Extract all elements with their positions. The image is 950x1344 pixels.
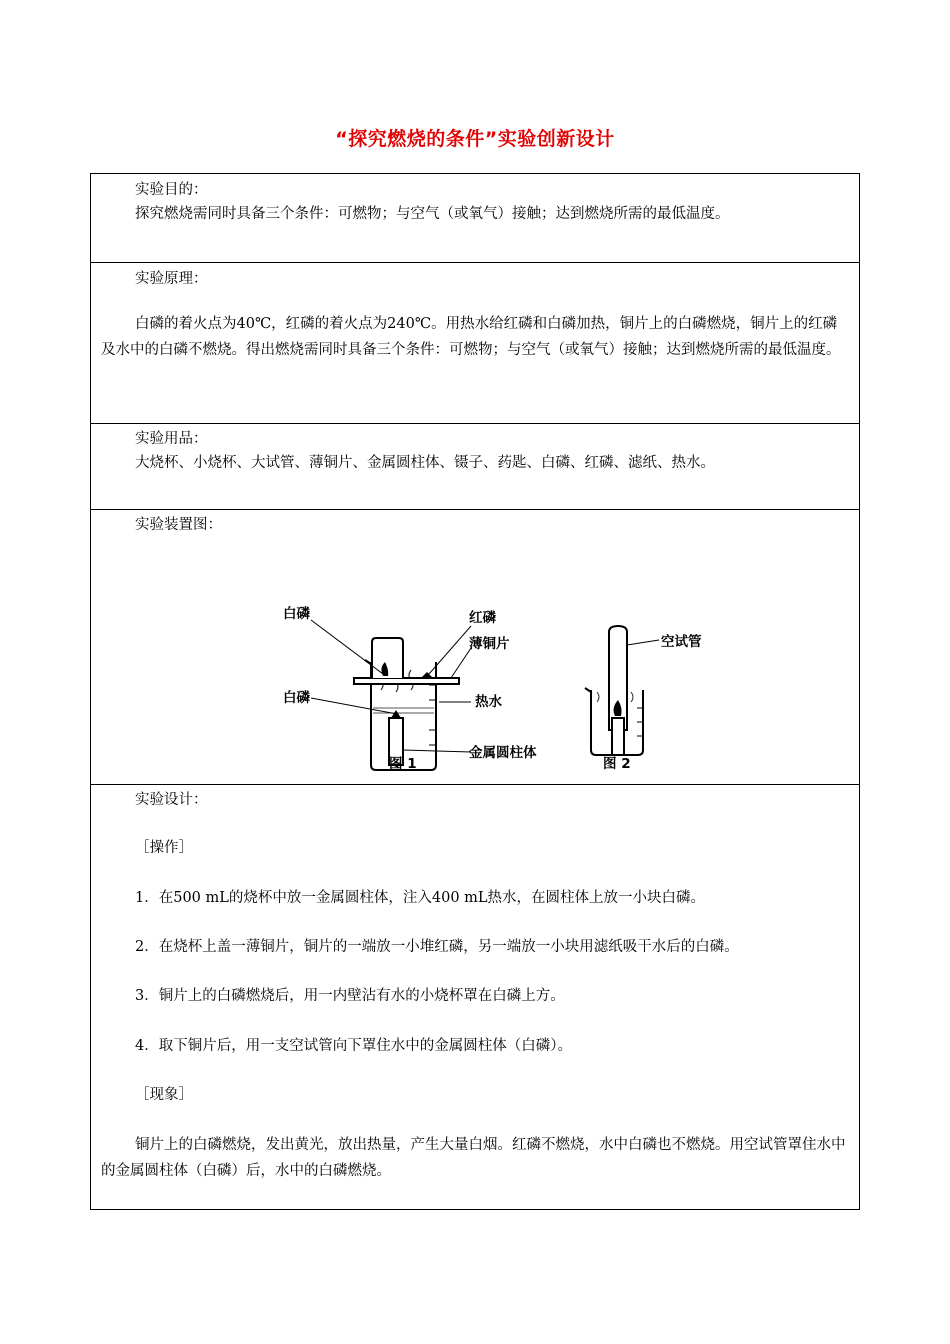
purpose-heading: 实验目的： bbox=[135, 182, 208, 198]
section-materials bbox=[91, 424, 859, 510]
label-hot-water: 热水 bbox=[475, 694, 502, 710]
document-title: “探究燃烧的条件”实验创新设计 bbox=[335, 128, 615, 150]
step-1: 1．在500 mL的烧杯中放一金属圆柱体，注入400 mL热水，在圆柱体上放一小块白磷。 bbox=[135, 890, 706, 906]
section-principle bbox=[91, 263, 859, 424]
principle-heading: 实验原理： bbox=[135, 271, 208, 287]
materials-heading: 实验用品： bbox=[135, 431, 208, 447]
label-empty-test-tube: 空试管 bbox=[661, 634, 702, 650]
cylinder-2 bbox=[612, 718, 624, 755]
label-white-phosphorus-bottom: 白磷 bbox=[283, 690, 310, 706]
label-figure-1: 图 1 bbox=[389, 756, 417, 772]
apparatus-diagram bbox=[271, 590, 731, 780]
step-4: 4．取下铜片后，用一支空试管向下罩住水中的金属圆柱体（白磷）。 bbox=[135, 1038, 572, 1054]
experiment-table bbox=[90, 173, 860, 1210]
materials-text: 大烧杯、小烧杯、大试管、薄铜片、金属圆柱体、镊子、药匙、白磷、红磷、滤纸、热水。 bbox=[135, 455, 715, 471]
design-heading: 实验设计： bbox=[135, 792, 208, 808]
principle-text: 白磷的着火点为40℃，红磷的着火点为240℃。用热水给红磷和白磷加热，铜片上的白磷燃烧，铜片上的红磷及水中的白磷不燃烧。得出燃烧需同时具备三个条件：可燃物；与空气（或氧气）接触；达到燃烧所需的最低温度。 bbox=[101, 316, 841, 358]
section-apparatus bbox=[91, 510, 859, 785]
label-metal-cylinder: 金属圆柱体 bbox=[469, 745, 537, 761]
apparatus-heading: 实验装置图： bbox=[135, 517, 222, 533]
section-purpose bbox=[91, 174, 859, 263]
label-figure-2: 图 2 bbox=[603, 756, 631, 772]
section-design bbox=[91, 785, 859, 1209]
hot-water bbox=[373, 708, 434, 713]
phenomenon-text: 铜片上的白磷燃烧，发出黄光，放出热量，产生大量白烟。红磷不燃烧，水中白磷也不燃烧。用空试管罩住水中的金属圆柱体（白磷）后，水中的白磷燃烧。 bbox=[101, 1137, 846, 1179]
phenomenon-label: ［现象］ bbox=[135, 1087, 193, 1103]
step-2: 2．在烧杯上盖一薄铜片，铜片的一端放一小堆红磷，另一端放一小块用滤纸吸干水后的白磷。 bbox=[135, 939, 739, 955]
operation-label: ［操作］ bbox=[135, 840, 193, 856]
label-red-phosphorus: 红磷 bbox=[469, 610, 496, 626]
step-3: 3．铜片上的白磷燃烧后，用一内壁沾有水的小烧杯罩在白磷上方。 bbox=[135, 988, 565, 1004]
label-white-phosphorus-top: 白磷 bbox=[283, 606, 310, 622]
label-copper-sheet: 薄铜片 bbox=[469, 636, 510, 652]
purpose-text: 探究燃烧需同时具备三个条件：可燃物；与空气（或氧气）接触；达到燃烧所需的最低温度。 bbox=[135, 206, 730, 222]
copper-sheet bbox=[354, 678, 459, 684]
